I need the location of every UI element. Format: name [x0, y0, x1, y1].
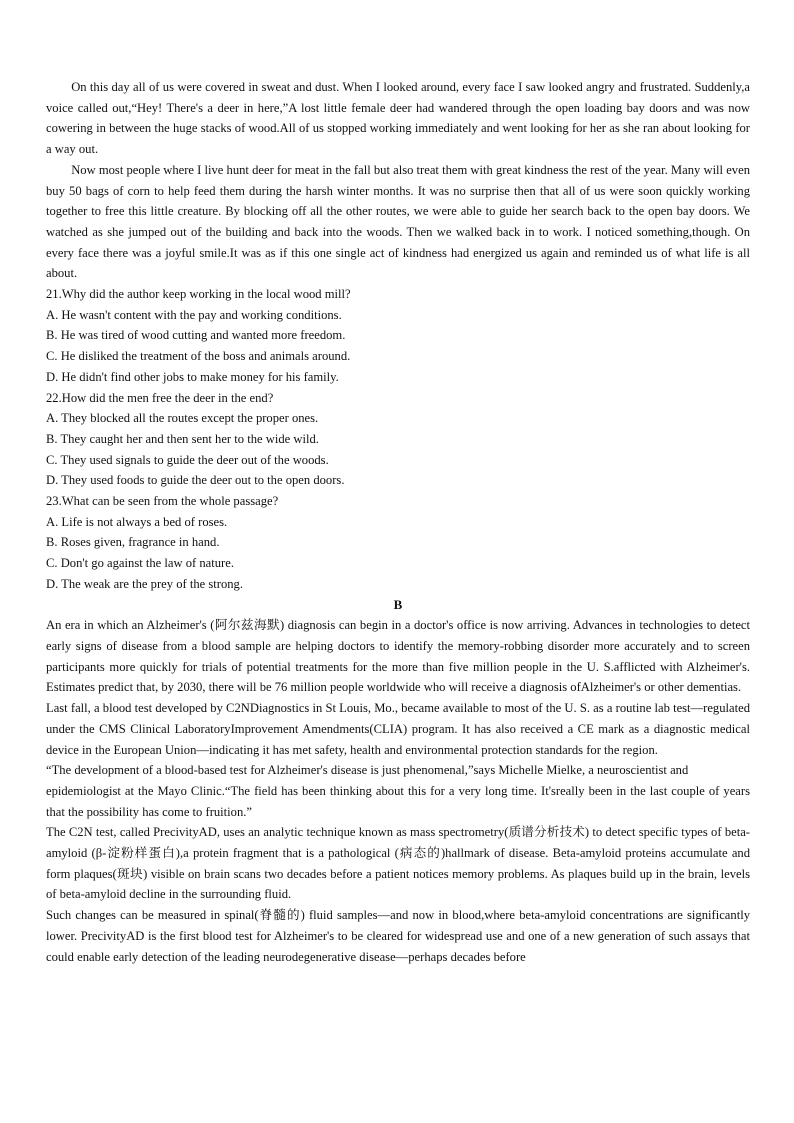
question-stem: 23.What can be seen from the whole passage?: [46, 494, 279, 509]
question-stem: 22.How did the men free the deer in the end?: [46, 390, 274, 405]
option-b: B. They caught her and then sent her to the wide wild.: [46, 431, 319, 446]
option-a: A. They blocked all the routes except the proper ones.: [46, 411, 319, 426]
option-b: B. Roses given, fragrance in hand.: [46, 535, 220, 550]
option-d: D. The weak are the prey of the strong.: [46, 576, 243, 591]
passage-b-paragraph-6: Such changes can be measured in spinal(脊髓的) fluid samples—and now in blood,where beta-amyloid concentrations are significantly lower. PrecivityAD is the first blood test for Alzheimer's to be cleared for widespread use and one of a new generation of such assays that could enable early detection of the leading neurodegenerative disease—perhaps decades before: [46, 908, 750, 964]
option-a: A. Life is not always a bed of roses.: [46, 514, 228, 529]
question-stem: 21.Why did the author keep working in the local wood mill?: [46, 287, 351, 302]
passage-b-paragraph-4: epidemiologist at the Mayo Clinic.“The field has been thinking about this for a very long time. It'sreally been in the last couple of years that the possibility has come to fruition.”: [46, 783, 750, 819]
option-c: C. He disliked the treatment of the boss and animals around.: [46, 349, 351, 364]
passage-b-paragraph-3: “The development of a blood-based test for Alzheimer's disease is just phenomenal,”says Michelle Mielke, a neuroscientist and: [46, 763, 689, 778]
option-d: D. He didn't find other jobs to make money for his family.: [46, 369, 339, 384]
passage-a-paragraph-2: Now most people where I live hunt deer for meat in the fall but also treat them with great kindness the rest of the year. Many will even buy 50 bags of corn to help feed them during the harsh winter months. It was no surprise then that all of us were soon quickly working together to free this little creature. By blocking off all the other routes, we were able to guide her search back to the open bay doors. We watched as she jumped out of the building and back into the woods. Then we walked back in to work. I noticed something,though. On every face there was a joyful smile.It was as if this one single act of kindness had energized us again and reminded us of what life is all about.: [46, 162, 750, 281]
option-c: C. Don't go against the law of nature.: [46, 556, 234, 571]
document-page: [46, 77, 750, 967]
option-a: A. He wasn't content with the pay and working conditions.: [46, 307, 342, 322]
passage-b-paragraph-1: An era in which an Alzheimer's (阿尔兹海默) diagnosis can begin in a doctor's office is now arriving. Advances in technologies to detect early signs of disease from a blood sample are helping doctors to identify the memory-robbing disorder more accurately and to screen participants more quickly for trials of potential treatments for the more than five million people in the U. S.afflicted with Alzheimer's. Estimates predict that, by 2030, there will be 76 million people worldwide who will receive a diagnosis ofAlzheimer's or other dementias.: [46, 618, 750, 695]
passage-b-paragraph-5: The C2N test, called PrecivityAD, uses an analytic technique known as mass spectrometry(质谱分析技术) to detect specific types of beta-amyloid (β-淀粉样蛋白),a protein fragment that is a pathological (病态的)hallmark of disease. Beta-amyloid proteins accumulate and form plaques(斑块) visible on brain scans two decades before a patient notices memory problems. As plaques build up in the brain, levels of beta-amyloid decline in the surrounding fluid.: [46, 825, 750, 902]
passage-b-paragraph-2: Last fall, a blood test developed by C2NDiagnostics in St Louis, Mo., became available to most of the U. S. as a routine lab test—regulated under the CMS Clinical LaboratoryImprovement Amendments(CLIA) program. It has also received a CE mark as a diagnostic medical device in the European Union—indicating it has met safety, health and environmental protection standards for the region.: [46, 701, 750, 757]
question-21: [46, 284, 750, 388]
question-23: [46, 491, 750, 595]
passage-a-paragraph-1: On this day all of us were covered in sweat and dust. When I looked around, every face I saw looked angry and frustrated. Suddenly,a voice called out,“Hey! There's a deer in here,”A lost little female deer had wandered through the open loading bay doors and was now cowering in between the huge stacks of wood.All of us stopped working immediately and went looking for her as she ran about looking for a way out.: [46, 80, 750, 157]
option-c: C. They used signals to guide the deer out of the woods.: [46, 452, 329, 467]
option-b: B. He was tired of wood cutting and wanted more freedom.: [46, 328, 346, 343]
option-d: D. They used foods to guide the deer out to the open doors.: [46, 473, 345, 488]
question-22: [46, 388, 750, 492]
section-title-b: B: [393, 596, 403, 612]
